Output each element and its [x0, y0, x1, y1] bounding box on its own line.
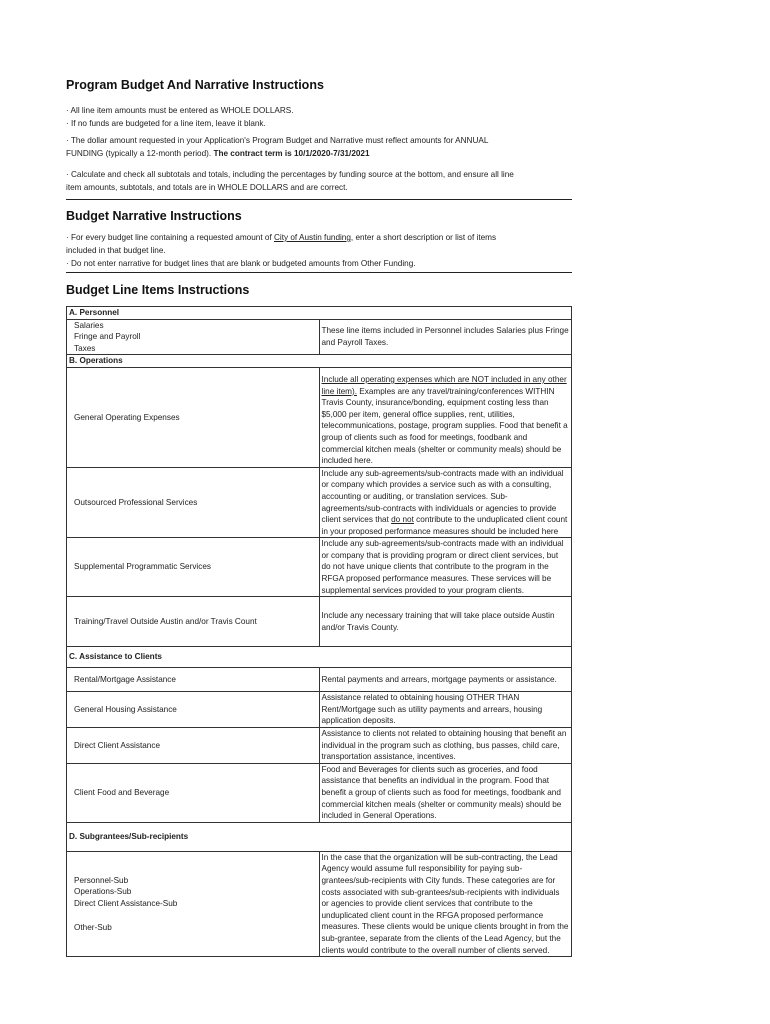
label-salaries: Salaries: [74, 320, 104, 330]
label-operations-sub: Operations-Sub: [74, 887, 132, 897]
table-row: [67, 692, 572, 728]
table-row: [67, 822, 572, 851]
narrative-line3: · Do not enter narrative for budget lines that are blank or budgeted amounts from Other Funding.: [66, 259, 416, 268]
row-label: Supplemental Programmatic Services: [67, 538, 320, 597]
row-desc: Include any necessary training that will take place outside Austin and/or Travis County.: [319, 597, 572, 647]
desc-underlined: Include all operating expenses which are NOT included in any other line item).: [321, 374, 567, 396]
document-page: [66, 78, 572, 957]
row-desc: Rental payments and arrears, mortgage payments or assistance.: [319, 668, 572, 692]
row-desc: [319, 367, 572, 467]
row-label: Rental/Mortgage Assistance: [67, 668, 320, 692]
row-desc: Food and Beverages for clients such as groceries, and food assistance that benefits an individual in the program. Food that benefit a group of clients such as food for meetings, foodbank and commercial kitchen meals (shelter or community meals) should be included in General Operations.: [319, 763, 572, 822]
table-row: [67, 319, 572, 355]
row-desc: Assistance related to obtaining housing OTHER THAN Rent/Mortgage such as utility payments and arrears, housing application deposits.: [319, 692, 572, 728]
table-row: [67, 851, 572, 956]
row-label: General Operating Expenses: [67, 367, 320, 467]
operations-header: B. Operations: [67, 355, 572, 368]
table-row: [67, 355, 572, 368]
table-row: [67, 647, 572, 668]
desc-text: contribute to the unduplicated client count in your proposed performance measures should be included here: [321, 515, 568, 536]
row-label: Training/Travel Outside Austin and/or Travis Count: [67, 597, 320, 647]
label-other-sub: Other-Sub: [74, 922, 112, 932]
personnel-desc: These line items included in Personnel includes Salaries plus Fringe and Payroll Taxes.: [319, 319, 572, 355]
calc-note-line2: item amounts, subtotals, and totals are in WHOLE DOLLARS and are correct.: [66, 183, 348, 192]
narrative-line2: included in that budget line.: [66, 246, 166, 255]
contract-term: The contract term is 10/1/2020-7/31/2021: [213, 149, 370, 158]
row-label: Outsourced Professional Services: [67, 467, 320, 538]
bullet-leave-blank: · If no funds are budgeted for a line item, leave it blank.: [66, 119, 266, 128]
assistance-header: C. Assistance to Clients: [67, 647, 572, 668]
label-direct-client-sub: Direct Client Assistance-Sub: [74, 898, 178, 908]
dollar-note-line2: [66, 147, 572, 160]
label-taxes: Taxes: [74, 343, 96, 353]
section-divider: [66, 272, 572, 273]
table-row: [67, 307, 572, 320]
line-items-table: [66, 306, 572, 957]
bullet-whole-dollars: · All line item amounts must be entered as WHOLE DOLLARS.: [66, 106, 294, 115]
desc-underlined: do not: [391, 515, 414, 525]
personnel-header: A. Personnel: [67, 307, 572, 320]
city-funding-link: City of Austin funding: [274, 233, 351, 242]
table-row: [67, 728, 572, 764]
narrative-line1: [66, 231, 572, 244]
row-label: Client Food and Beverage: [67, 763, 320, 822]
table-row: [67, 597, 572, 647]
row-label: Direct Client Assistance: [67, 728, 320, 764]
row-desc: Assistance to clients not related to obtaining housing that benefit an individual in the program such as clothing, bus passes, child care, transportation assistance, incentives.: [319, 728, 572, 764]
desc-text: Examples are any travel/training/conferences WITHIN Travis County, insurance/bonding, equipment costing less than $5,000 per item, general office supplies, rent, utilities, telecommunications, postage, program supplies. Food that benefit a group of clients such as food for meetings, foodbank and commercial kitchen meals (shelter or community meals) should be included here.: [321, 386, 568, 466]
calc-note-line1: · Calculate and check all subtotals and totals, including the percentages by funding source at the bottom, and ensure all line: [66, 170, 514, 179]
table-row: [67, 367, 572, 467]
table-row: [67, 668, 572, 692]
lineitems-title: Budget Line Items Instructions: [66, 283, 250, 297]
program-title: Program Budget And Narrative Instructions: [66, 78, 324, 92]
table-row: [67, 467, 572, 538]
table-row: [67, 538, 572, 597]
subgrantees-header: D. Subgrantees/Sub-recipients: [67, 822, 572, 851]
section-divider: [66, 199, 572, 200]
subgrantee-desc: In the case that the organization will be sub-contracting, the Lead Agency would assume full responsibility for paying sub-grantees/sub-recipients with City funds. These categories are for costs associated with sub-grantees/sub-recipients with individuals or agencies to provide client services that contribute to the unduplicated client count in the RFGA proposed performance measures. These clients would be unique clients brought in from the sub-grantee, separate from the clients of the Lead Agency, but the clients would contribute to the overall number of clients served.: [319, 851, 572, 956]
dollar-note-text: FUNDING (typically a 12-month period).: [66, 149, 212, 158]
table-row: [67, 763, 572, 822]
personnel-labels: [67, 319, 320, 355]
narrative-title: Budget Narrative Instructions: [66, 209, 242, 223]
label-personnel-sub: Personnel-Sub: [74, 875, 129, 885]
dollar-note-line1: · The dollar amount requested in your Application's Program Budget and Narrative must reflect amounts for ANNUAL: [66, 136, 489, 145]
narrative-line1-pre: · For every budget line containing a requested amount of: [66, 233, 274, 242]
desc-text: Include any sub-agreements/sub-contracts made with an individual or company which provides a service such as with a consulting, accounting or auditing, or translation services. Sub-agreements/sub-contracts with individuals or agencies to provide client services that: [321, 468, 564, 525]
row-desc: Include any sub-agreements/sub-contracts made with an individual or company that is providing program or direct client services, but do not have unique clients that contribute to the program in the RFGA proposed performance measures. These services will be supplemental services provided to your program clients.: [319, 538, 572, 597]
label-fringe: Fringe and Payroll: [74, 332, 141, 342]
row-label: General Housing Assistance: [67, 692, 320, 728]
subgrantee-labels: [67, 851, 320, 956]
row-desc: [319, 467, 572, 538]
narrative-line1-post: , enter a short description or list of items: [350, 233, 497, 242]
